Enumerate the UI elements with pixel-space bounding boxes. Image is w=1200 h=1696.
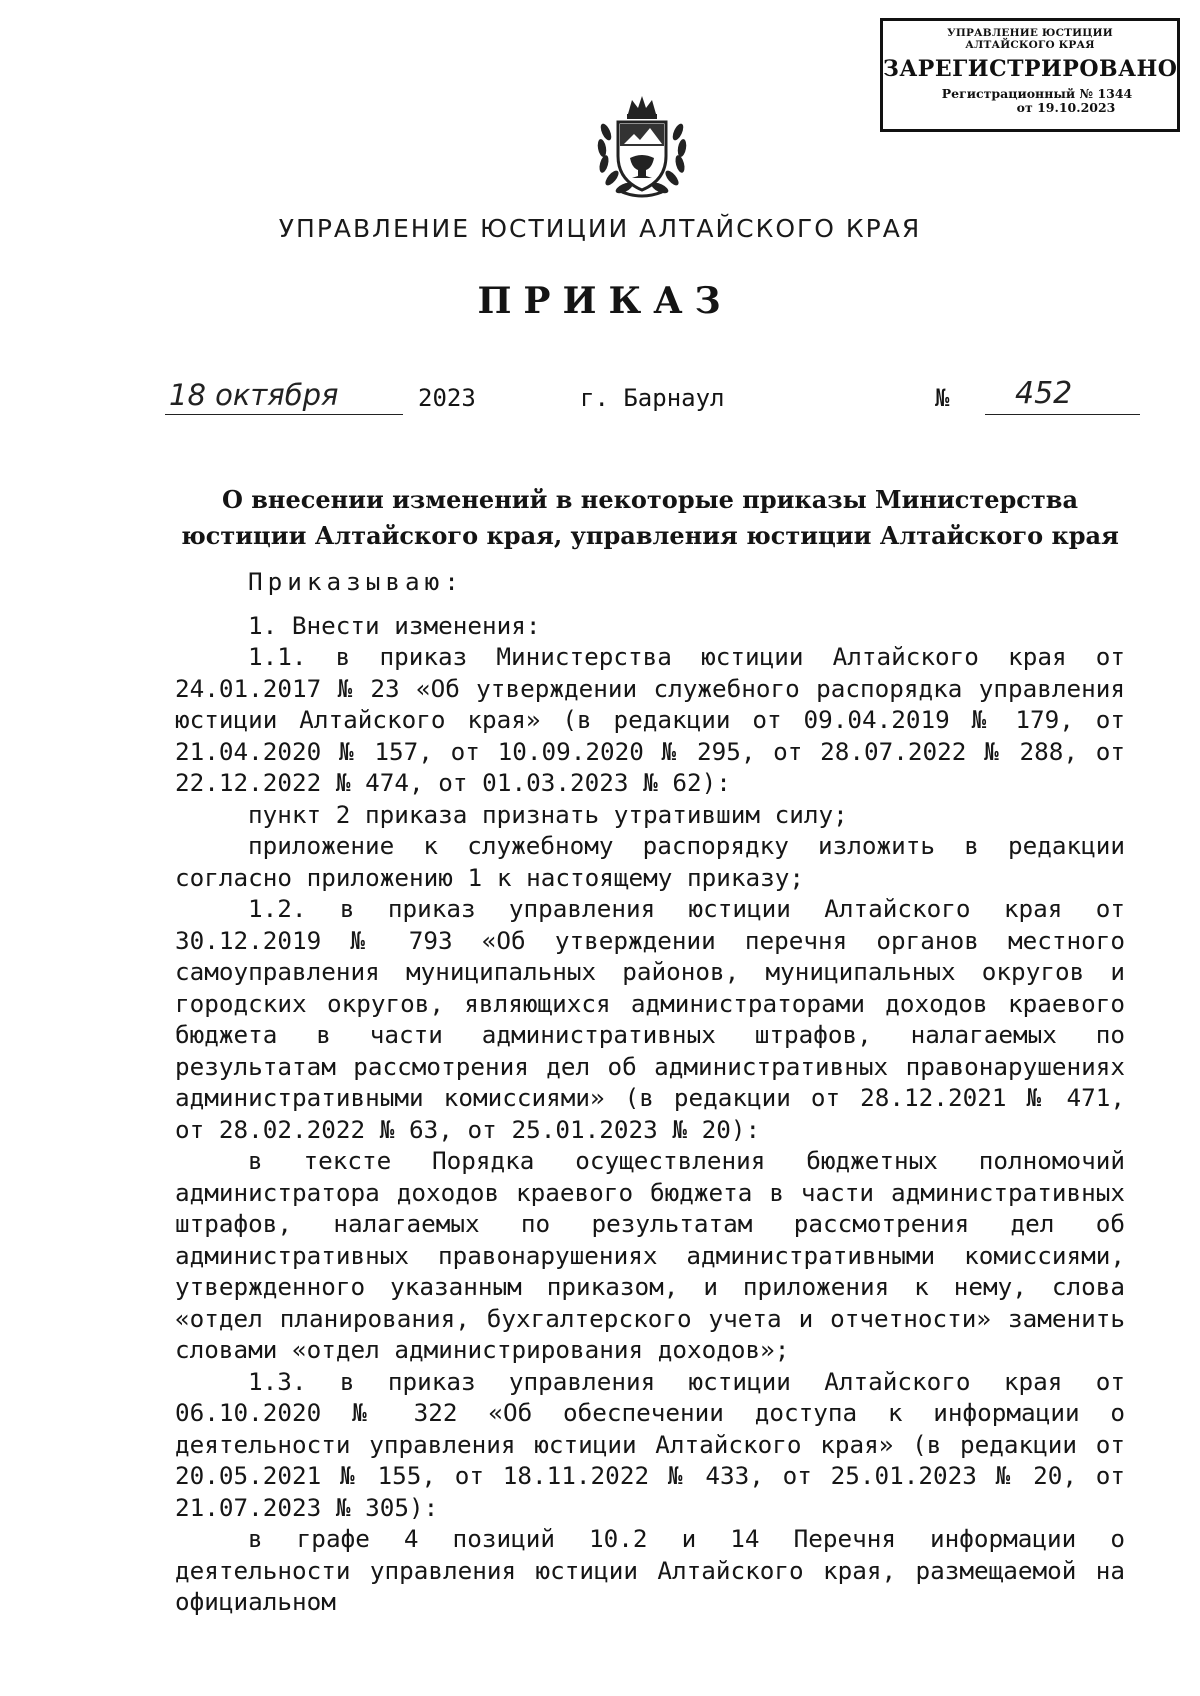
stamp-org-line-1: УПРАВЛЕНИЕ ЮСТИЦИИ [947, 27, 1113, 39]
coat-of-arms-icon [594, 92, 690, 202]
paragraph-1-3: 1.3. в приказ управления юстиции Алтайского края от 06.10.2020 № 322 «Об обеспечении доступа к информации о деятельности управления юстиции Алтайского края» (в редакции от 20.05.2021 № 155, от 18.11.2022 № 433, от 25.01.2023 № 20, от 21.07.2023 № 305): [175, 1366, 1125, 1522]
handwritten-number-field [985, 378, 1140, 415]
registration-stamp [880, 18, 1180, 132]
document-body [175, 566, 1125, 1618]
order-details-row [0, 376, 1200, 430]
paragraph-1-3-item: в графе 4 позиций 10.2 и 14 Перечня информации о деятельности управления юстиции Алтайского края, размещаемой на официальном [175, 1524, 1125, 1616]
stamp-reg-date: от 19.10.2023 [1016, 100, 1116, 115]
order-year: 2023 [418, 384, 476, 412]
stamp-organization [883, 27, 1177, 51]
paragraph-1-1-item-b: приложение к служебному распорядку изложить в редакции согласно приложению 1 к настоящему приказу; [175, 831, 1125, 892]
order-word: Приказываю: [248, 567, 464, 596]
document-type-title: ПРИКАЗ [477, 280, 733, 322]
order-city: г. Барнаул [580, 384, 725, 412]
paragraph-1: 1. Внести изменения: [248, 610, 541, 640]
document-subject: О внесении изменений в некоторые приказы Министерства юстиции Алтайского края, управления юстиции Алтайского края [181, 485, 1119, 550]
number-sign: № [935, 384, 950, 412]
paragraph-1-2-item: в тексте Порядка осуществления бюджетных полномочий администратора доходов краевого бюджета в части административных штрафов, налагаемых по результатам рассмотрения дел об административных правонарушениях административными комиссиями, утвержденного указанным приказом, и приложения к нему, слова «отдел планирования, бухгалтерского учета и отчетности» заменить словами «отдел администрирования доходов»; [175, 1146, 1125, 1364]
stamp-reg-number: Регистрационный № 1344 [941, 86, 1133, 101]
organization-title: УПРАВЛЕНИЕ ЮСТИЦИИ АЛТАЙСКОГО КРАЯ [278, 214, 922, 243]
paragraph-1-2: 1.2. в приказ управления юстиции Алтайского края от 30.12.2019 № 793 «Об утверждении перечня органов местного самоуправления муниципальных районов, муниципальных округов и городских округов, являющихся администраторами доходов краевого бюджета в части административных штрафов, налагаемых по результатам рассмотрения дел об административных правонарушениях административными комиссиями» (в редакции от 28.12.2021 № 471, от 28.02.2022 № 63, от 25.01.2023 № 20): [175, 894, 1125, 1144]
handwritten-date: 18 октября [169, 378, 339, 412]
handwritten-date-field [165, 378, 403, 415]
paragraph-1-1-item-a: пункт 2 приказа признать утратившим силу; [248, 799, 848, 829]
handwritten-number: 452 [1015, 376, 1073, 411]
stamp-status: ЗАРЕГИСТРИРОВАНО [883, 56, 1178, 82]
paragraph-1-1: 1.1. в приказ Министерства юстиции Алтайского края от 24.01.2017 № 23 «Об утверждении служебного распорядка управления юстиции Алтайского края» (в редакции от 09.04.2019 № 179, от 21.04.2020 № 157, от 10.09.2020 № 295, от 28.07.2022 № 288, от 22.12.2022 № 474, от 01.03.2023 № 62): [175, 642, 1125, 797]
stamp-org-line-2: АЛТАЙСКОГО КРАЯ [965, 39, 1095, 51]
